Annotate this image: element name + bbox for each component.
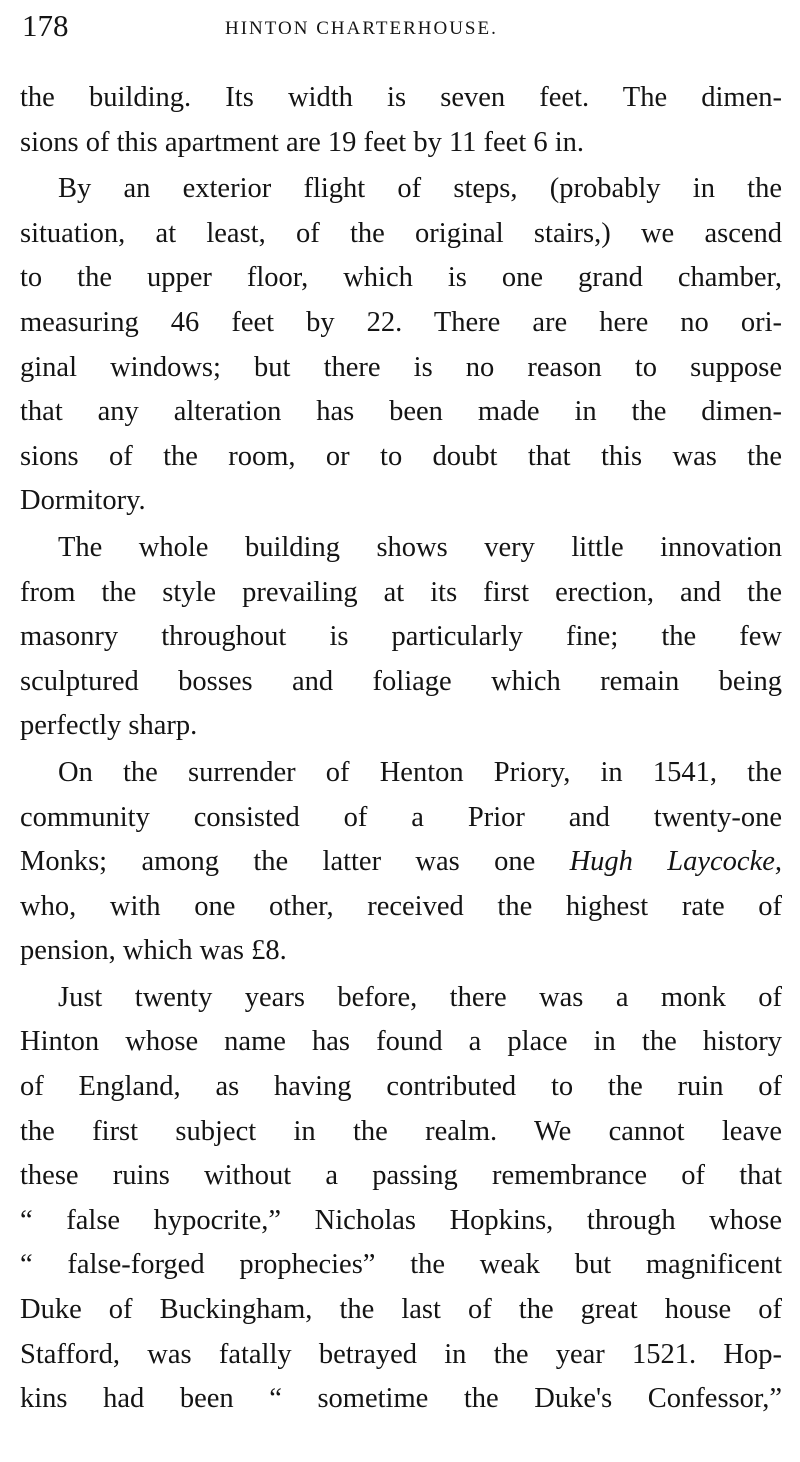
text-line: By an exterior flight of steps, (probably in the [58,173,782,205]
text-line: who, with one other, received the highest rate of [20,890,782,922]
text-line: perfectly sharp. [20,710,198,742]
text-line: “ false-forged prophecies” the weak but magnificent [20,1249,782,1281]
text-line: sions of the room, or to doubt that this was the [20,440,782,472]
text-line: ginal windows; but there is no reason to suppose [20,351,782,383]
text-run: Monks; among the latter was one [20,846,536,878]
text-line: sculptured bosses and foliage which remain being [20,665,782,697]
italic-name: Hugh Laycocke, [569,846,782,878]
text-line: these ruins without a passing remembrance of that [20,1160,782,1192]
page-number: 178 [22,8,69,43]
text-line: the building. Its width is seven feet. The dimen- [20,82,782,113]
text-line: “ false hypocrite,” Nicholas Hopkins, through whose [20,1204,782,1236]
text-line: Dormitory. [20,485,146,517]
body-text [20,76,782,1422]
text-line: to the upper floor, which is one grand chamber, [20,262,782,294]
text-line: that any alteration has been made in the dimen- [20,396,782,428]
text-line: measuring 46 feet by 22. There are here no ori- [20,306,782,338]
text-line: kins had been “ sometime the Duke's Confessor,” [20,1383,782,1415]
text-line: Just twenty years before, there was a monk of [58,981,782,1013]
text-line: of England, as having contributed to the ruin of [20,1071,782,1103]
text-line: masonry throughout is particularly fine; the few [20,621,782,653]
text-line: the first subject in the realm. We cannot leave [20,1115,782,1147]
text-line: situation, at least, of the original stairs,) we ascend [20,217,782,249]
text-line: sions of this apartment are 19 feet by 11 feet 6 in. [20,126,585,158]
text-line: pension, which was £8. [20,935,287,967]
text-line: community consisted of a Prior and twenty-one [20,801,782,833]
text-line: Stafford, was fatally betrayed in the year 1521. Hop- [20,1338,782,1370]
text-line: from the style prevailing at its first erection, and the [20,576,782,608]
text-line: On the surrender of Henton Priory, in 1541, the [58,756,782,788]
text-line: Duke of Buckingham, the last of the great house of [20,1294,782,1326]
text-line-with-italic [20,840,782,885]
text-line: Hinton whose name has found a place in the history [20,1026,782,1058]
running-title: HINTON CHARTERHOUSE. [225,18,498,39]
text-line: The whole building shows very little innovation [58,531,782,563]
page-header [20,6,776,46]
